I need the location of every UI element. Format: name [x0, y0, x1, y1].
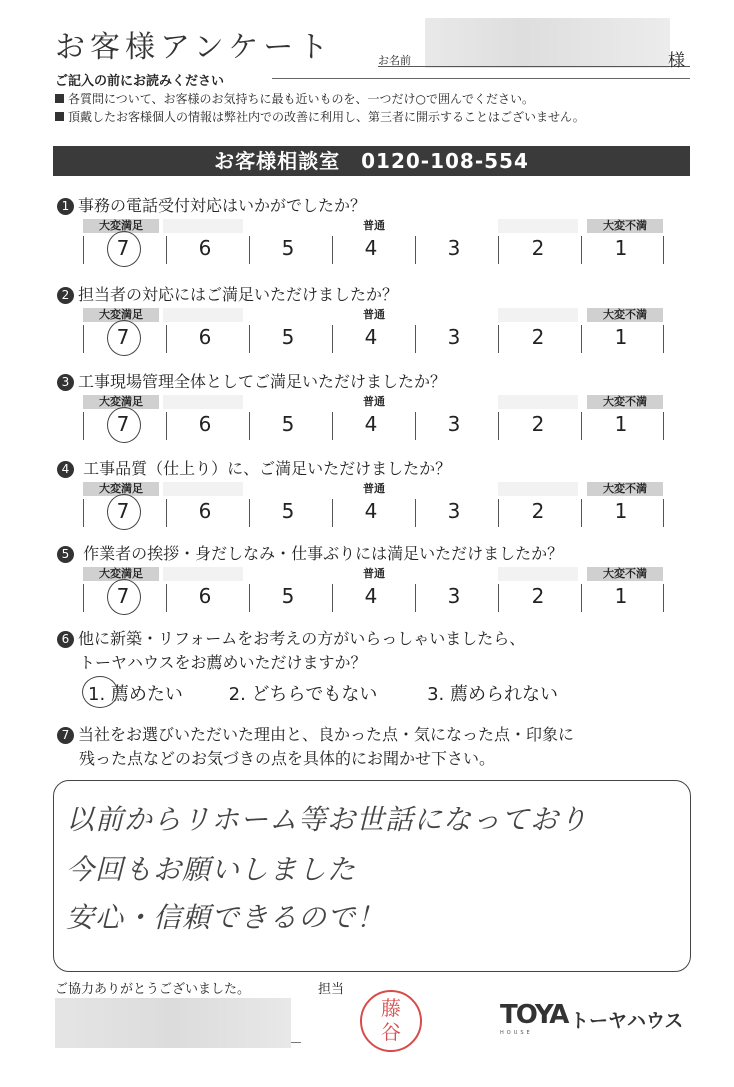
- selected-circle-mark: [107, 494, 141, 530]
- question-number-icon: 1: [57, 198, 74, 215]
- scale-divider: [249, 412, 250, 440]
- scale-divider: [581, 412, 582, 440]
- scale-divider: [663, 499, 664, 527]
- label-neutral: 普通: [363, 308, 385, 321]
- rating-option-2[interactable]: 2: [531, 325, 545, 349]
- rating-option-6[interactable]: 6: [198, 412, 212, 436]
- scale-divider: [663, 325, 664, 353]
- scale-divider: [166, 412, 167, 440]
- label-very-satisfied: 大変満足: [83, 308, 159, 322]
- rating-option-3[interactable]: 3: [447, 499, 461, 523]
- rating-scale: [83, 395, 663, 443]
- q6-option-3[interactable]: 3. 薦められない: [427, 684, 558, 705]
- rating-option-7[interactable]: 7: [116, 236, 130, 260]
- scale-divider: [249, 236, 250, 264]
- question-number-icon: 4: [57, 461, 74, 478]
- notice-heading: ご記入の前にお読みください: [55, 74, 225, 89]
- rating-option-7[interactable]: 7: [116, 499, 130, 523]
- label-very-satisfied: 大変満足: [83, 567, 159, 581]
- faded-tag: [498, 308, 578, 322]
- scale-divider: [581, 236, 582, 264]
- scale-divider: [166, 325, 167, 353]
- redacted-name: [425, 18, 670, 68]
- rating-option-1[interactable]: 1: [614, 236, 628, 260]
- scale-divider: [663, 236, 664, 264]
- brand-name: トーヤハウス: [570, 1010, 684, 1032]
- label-very-satisfied: 大変満足: [83, 482, 159, 496]
- scale-divider: [415, 325, 416, 353]
- faded-tag: [163, 482, 243, 496]
- scale-divider: [83, 236, 84, 264]
- question-7: 7 当社をお選びいただいた理由と、良かった点・気になった点・印象に: [57, 722, 574, 745]
- label-very-dissatisfied: 大変不満: [587, 395, 663, 409]
- scale-divider: [581, 499, 582, 527]
- question-4: 4 工事品質（仕上り）に、ご満足いただけましたか？: [57, 456, 451, 479]
- scale-divider: [581, 325, 582, 353]
- scale-divider: [498, 499, 499, 527]
- question-number-icon: 2: [57, 287, 74, 304]
- rating-option-3[interactable]: 3: [447, 584, 461, 608]
- name-label: お名前: [378, 54, 411, 67]
- rating-option-6[interactable]: 6: [198, 325, 212, 349]
- rating-option-7[interactable]: 7: [116, 325, 130, 349]
- label-neutral: 普通: [363, 395, 385, 408]
- scale-divider: [332, 412, 333, 440]
- selected-circle-mark: [107, 320, 141, 356]
- rating-option-4[interactable]: 4: [364, 325, 378, 349]
- label-very-satisfied: 大変満足: [83, 395, 159, 409]
- rating-option-2[interactable]: 2: [531, 499, 545, 523]
- label-neutral: 普通: [363, 219, 385, 232]
- question-5: 5 作業者の挨拶・身だしなみ・仕事ぶりには満足いただけましたか？: [57, 541, 563, 564]
- thanks-text: ご協力ありがとうございました。: [55, 982, 251, 997]
- scale-divider: [415, 412, 416, 440]
- rating-option-5[interactable]: 5: [281, 499, 295, 523]
- question-3: 3 工事現場管理全体としてご満足いただけましたか？: [57, 369, 446, 392]
- scale-divider: [83, 325, 84, 353]
- hotline-banner: お客様相談室 0120-108-554: [53, 146, 690, 176]
- rating-scale: [83, 567, 663, 615]
- rating-option-4[interactable]: 4: [364, 236, 378, 260]
- scale-divider: [332, 325, 333, 353]
- label-very-dissatisfied: 大変不満: [587, 308, 663, 322]
- hanko-seal: 藤 谷: [360, 990, 422, 1052]
- scale-divider: [83, 412, 84, 440]
- scale-divider: [415, 499, 416, 527]
- faded-tag: [498, 395, 578, 409]
- selected-circle-mark: [82, 676, 118, 708]
- rating-option-5[interactable]: 5: [281, 236, 295, 260]
- scale-divider: [663, 412, 664, 440]
- rating-option-6[interactable]: 6: [198, 236, 212, 260]
- question-number-icon: 6: [57, 631, 74, 648]
- honorific: 様: [668, 51, 685, 71]
- comment-line: 安心・信頼できるので！: [66, 901, 386, 934]
- company-logo: TOYA HOUSE トーヤハウス: [500, 1000, 684, 1036]
- name-underline: [378, 66, 690, 67]
- rating-option-7[interactable]: 7: [116, 412, 130, 436]
- scale-divider: [166, 584, 167, 612]
- label-very-dissatisfied: 大変不満: [587, 567, 663, 581]
- scale-divider: [249, 499, 250, 527]
- faded-tag: [498, 219, 578, 233]
- label-very-dissatisfied: 大変不満: [587, 219, 663, 233]
- rating-option-3[interactable]: 3: [447, 236, 461, 260]
- question-6: 6 他に新築・リフォームをお考えの方がいらっしゃいましたら、: [57, 626, 525, 649]
- question-1: 1 事務の電話受付対応はいかがでしたか？: [57, 193, 366, 216]
- faded-tag: [163, 219, 243, 233]
- rating-option-5[interactable]: 5: [281, 412, 295, 436]
- q6-option-1[interactable]: 1. 薦めたい: [88, 680, 183, 706]
- bullet-square-icon: [55, 112, 64, 121]
- notice-rule: [272, 78, 690, 79]
- redacted-staff: [55, 998, 291, 1048]
- question-6-line2: トーヤハウスをお薦めいただけますか？: [79, 653, 367, 672]
- label-very-satisfied: 大変満足: [83, 219, 159, 233]
- scale-divider: [498, 412, 499, 440]
- scale-divider: [663, 584, 664, 612]
- scale-divider: [415, 584, 416, 612]
- rating-scale: [83, 219, 663, 267]
- survey-title: お客様アンケート: [55, 30, 334, 65]
- notice-line: 頂戴したお客様個人の情報は弊社内での改善に利用し、第三者に開示することはございません。: [55, 108, 585, 125]
- rating-option-1[interactable]: 1: [614, 412, 628, 436]
- bullet-square-icon: [55, 94, 64, 103]
- question-number-icon: 7: [57, 727, 74, 744]
- selected-circle-mark: [107, 407, 141, 443]
- faded-tag: [498, 567, 578, 581]
- question-7-line2: 残った点などのお気づきの点を具体的にお聞かせ下さい。: [79, 749, 496, 768]
- label-very-dissatisfied: 大変不満: [587, 482, 663, 496]
- rating-option-2[interactable]: 2: [531, 412, 545, 436]
- rating-option-7[interactable]: 7: [116, 584, 130, 608]
- rating-option-4[interactable]: 4: [364, 412, 378, 436]
- rating-option-3[interactable]: 3: [447, 325, 461, 349]
- rating-option-5[interactable]: 5: [281, 584, 295, 608]
- faded-tag: [498, 482, 578, 496]
- scale-divider: [498, 236, 499, 264]
- selected-circle-mark: [107, 231, 141, 267]
- rating-option-3[interactable]: 3: [447, 412, 461, 436]
- label-neutral: 普通: [363, 482, 385, 495]
- scale-divider: [498, 325, 499, 353]
- rating-scale: [83, 482, 663, 530]
- scale-divider: [581, 584, 582, 612]
- rating-option-2[interactable]: 2: [531, 584, 545, 608]
- q6-option-2[interactable]: 2. どちらでもない: [228, 684, 378, 705]
- label-neutral: 普通: [363, 567, 385, 580]
- scale-divider: [166, 499, 167, 527]
- scale-divider: [249, 325, 250, 353]
- rating-option-1[interactable]: 1: [614, 584, 628, 608]
- rating-option-5[interactable]: 5: [281, 325, 295, 349]
- rating-option-2[interactable]: 2: [531, 236, 545, 260]
- scale-divider: [249, 584, 250, 612]
- faded-tag: [163, 567, 243, 581]
- scale-divider: [332, 584, 333, 612]
- rating-option-4[interactable]: 4: [364, 584, 378, 608]
- scale-divider: [332, 236, 333, 264]
- faded-tag: [163, 308, 243, 322]
- scale-divider: [83, 499, 84, 527]
- faded-tag: [163, 395, 243, 409]
- rating-option-1[interactable]: 1: [614, 325, 628, 349]
- rating-option-4[interactable]: 4: [364, 499, 378, 523]
- rating-scale: [83, 308, 663, 356]
- rating-option-6[interactable]: 6: [198, 499, 212, 523]
- question-2: 2 担当者の対応にはご満足いただけましたか？: [57, 282, 398, 305]
- scale-divider: [166, 236, 167, 264]
- q6-choices: [88, 680, 558, 706]
- notice-line: 各質問について、お客様のお気持ちに最も近いものを、一つだけ○で囲んでください。: [55, 90, 534, 107]
- rating-option-1[interactable]: 1: [614, 499, 628, 523]
- scale-divider: [332, 499, 333, 527]
- scale-divider: [498, 584, 499, 612]
- staff-label: 担当: [318, 982, 345, 997]
- staff-underline: [291, 1042, 301, 1043]
- scale-divider: [83, 584, 84, 612]
- selected-circle-mark: [107, 579, 141, 615]
- scale-divider: [415, 236, 416, 264]
- question-number-icon: 5: [57, 546, 74, 563]
- comment-line: 以前からリホーム等お世話になっており: [66, 803, 589, 836]
- rating-option-6[interactable]: 6: [198, 584, 212, 608]
- question-number-icon: 3: [57, 374, 74, 391]
- comment-line: 今回もお願いしました: [66, 853, 357, 886]
